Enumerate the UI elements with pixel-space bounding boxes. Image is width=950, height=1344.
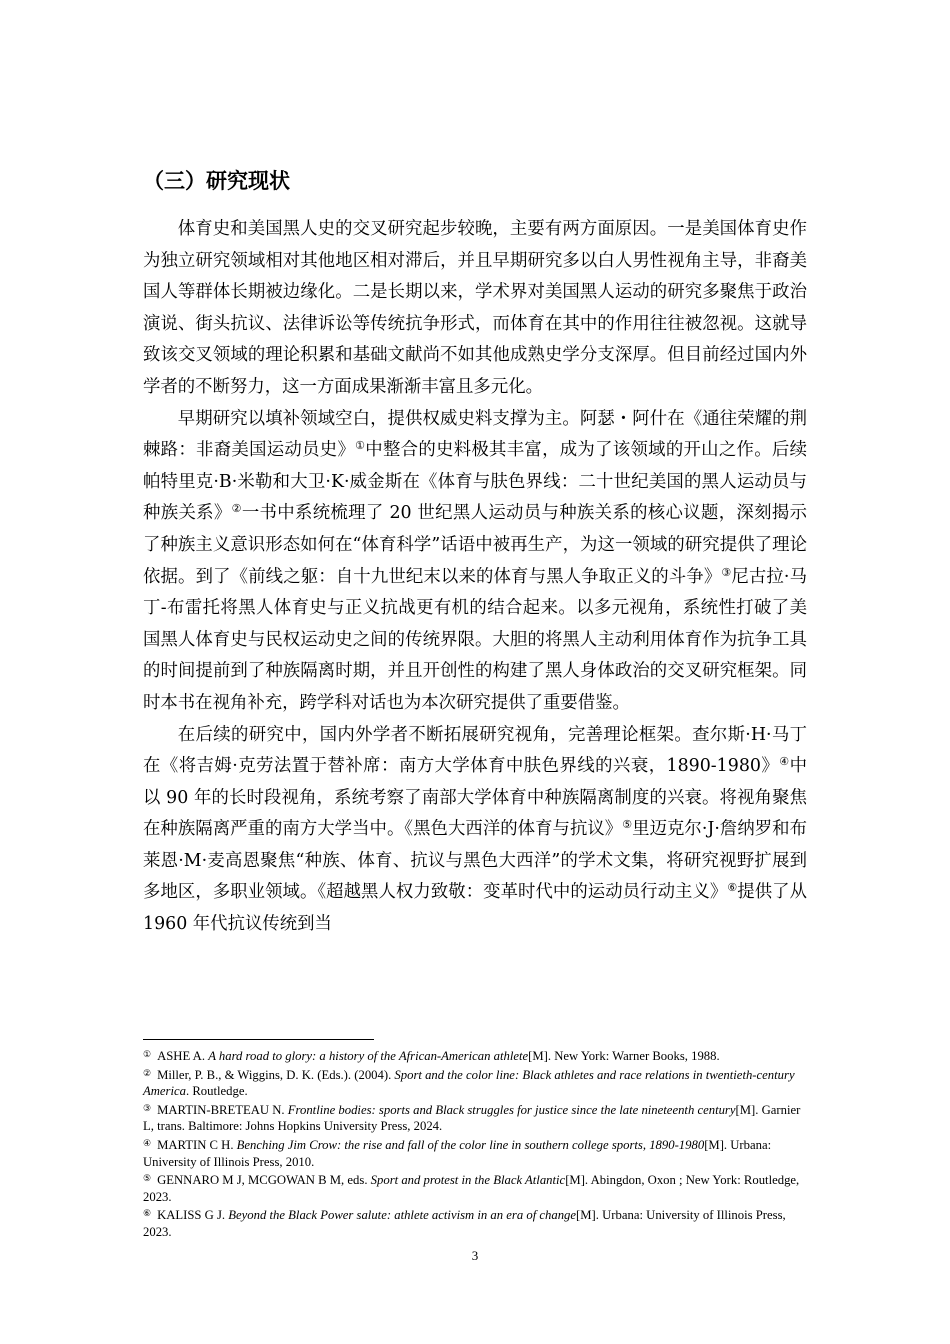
footnote <box>143 1100 807 1135</box>
paragraph-text: 体育史和美国黑人史的交叉研究起步较晚，主要有两方面原因。一是美国体育史作为独立研究领域相对其他地区相对滞后，并且早期研究多以白人男性视角主导，非裔美国人等群体长期被边缘化。二是长期以来，学术界对美国黑人运动的研究多聚焦于政治演说、街头抗议、法律诉讼等传统抗争形式，而体育在其中的作用往往被忽视。这就导致该交叉领域的理论积累和基础文献尚不如其他成熟史学分支深厚。但目前经过国内外学者的不断努力，这一方面成果渐渐丰富且多元化。 <box>143 219 807 397</box>
footnote-author: MARTIN-BRETEAU N. <box>157 1102 288 1117</box>
citation-mark: ④ <box>779 755 790 769</box>
page-number: 3 <box>471 1248 479 1263</box>
paragraph-text: 中以 90 年的长时段视角，系统考察了南部大学体育中种族隔离制度的兴衰。将视角聚焦在种族隔离严重的南方大学当中。《黑色大西洋的体育与抗议》 <box>143 756 807 840</box>
body-paragraph <box>143 404 807 720</box>
body-text <box>143 214 807 941</box>
citation-mark: ③ <box>721 565 732 579</box>
footnote-publication: [M]. Garnier L, trans. Baltimore: Johns Hopkins University Press, 2024. <box>143 1102 801 1134</box>
footnote-title: A hard road to glory: a history of the African-American athlete <box>208 1049 529 1063</box>
footnote-title: Benching Jim Crow: the rise and fall of the color line in southern college sports, 1890-1980 <box>236 1137 705 1152</box>
footnote <box>143 1205 807 1240</box>
paragraph-text: 尼古拉·马丁-布雷托将黑人体育史与正义抗战更有机的结合起来。以多元视角，系统性打破了美国黑人体育史与民权运动史之间的传统界限。大胆的将黑人主动利用体育作为抗争工具的时间提前到了种族隔离时期，并且开创性的构建了黑人身体政治的交叉研究框架。同时本书在视角补充，跨学科对话也为本次研究提供了重要借鉴。 <box>143 566 807 713</box>
footnote <box>143 1135 807 1170</box>
footnote-separator <box>143 1039 374 1040</box>
footnote-mark: ③ <box>143 1102 152 1113</box>
footnote-mark: ⑥ <box>143 1208 152 1219</box>
section-heading: （三）研究现状 <box>143 169 290 193</box>
footnote-author: ASHE A. <box>157 1049 209 1063</box>
footnote-publication: . Routledge. <box>185 1084 248 1099</box>
body-paragraph <box>143 214 807 404</box>
body-paragraph <box>143 720 807 941</box>
footnote-title: Sport and protest in the Black Atlantic <box>370 1173 566 1188</box>
citation-mark: ⑥ <box>727 881 738 895</box>
footnote-publication: [M]. Abingdon, Oxon ; New York: Routledge, 2023. <box>143 1173 800 1204</box>
footnote-title: Sport and the color line: Black athletes and race relations in twentieth-century America <box>143 1067 795 1099</box>
footnote-author: Miller, P. B., & Wiggins, D. K. (Eds.). (2004). <box>157 1067 395 1082</box>
footnote-mark: ④ <box>143 1137 152 1148</box>
citation-mark: ② <box>231 502 242 516</box>
footnote-mark: ① <box>143 1049 152 1059</box>
footnote <box>143 1046 807 1065</box>
footnote-author: KALISS G J. <box>157 1208 229 1223</box>
footnote-mark: ② <box>143 1067 152 1078</box>
footnotes <box>143 1046 807 1241</box>
footnote-publication: [M]. New York: Warner Books, 1988. <box>528 1049 720 1063</box>
citation-mark: ① <box>355 439 366 453</box>
paragraph-text: 早期研究以填补领域空白，提供权威史料支撑为主。阿瑟・阿什在《通往荣耀的荆棘路：非裔美国运动员史》 <box>143 408 807 461</box>
footnote-title: Beyond the Black Power salute: athlete activism in an era of change <box>228 1208 577 1223</box>
footnote-author: MARTIN C H. <box>157 1137 237 1152</box>
footnote-author: GENNARO M J, MCGOWAN B M, eds. <box>157 1173 371 1188</box>
footnote-title: Frontline bodies: sports and Black struggles for justice since the late nineteenth century <box>287 1102 736 1117</box>
paragraph-text: 提供了从 1960 年代抗议传统到当 <box>143 882 807 935</box>
paragraph-text: 一书中系统梳理了 20 世纪黑人运动员与种族关系的核心议题，深刻揭示了种族主义意识形态如何在“体育科学”话语中被再生产，为这一领域的研究提供了理论依据。到了《前线之躯：自十九世纪末以来的体育与黑人争取正义的斗争》 <box>143 503 807 587</box>
footnote-publication: [M]. Urbana: University of Illinois Press, 2010. <box>143 1137 772 1169</box>
citation-mark: ⑤ <box>622 818 633 832</box>
footnote-publication: [M]. Urbana: University of Illinois Press, 2023. <box>143 1208 786 1239</box>
footnote <box>143 1065 807 1100</box>
footnote <box>143 1170 807 1205</box>
footnote-mark: ⑤ <box>143 1173 152 1184</box>
paragraph-text: 在后续的研究中，国内外学者不断拓展研究视角，完善理论框架。查尔斯·H·马丁在《将吉姆·克劳法置于替补席：南方大学体育中肤色界线的兴衰，1890-1980》 <box>143 724 807 777</box>
paragraph-text: 里迈克尔·J·詹纳罗和布莱恩·M·麦高恩聚焦“种族、体育、抗议与黑色大西洋”的学术文集，将研究视野扩展到多地区，多职业领域。《超越黑人权力致敬：变革时代中的运动员行动主义》 <box>143 819 807 903</box>
paragraph-text: 中整合的史料极其丰富，成为了该领域的开山之作。后续帕特里克·B·米勒和大卫·K·威金斯在《体育与肤色界线：二十世纪美国的黑人运动员与种族关系》 <box>143 440 807 524</box>
